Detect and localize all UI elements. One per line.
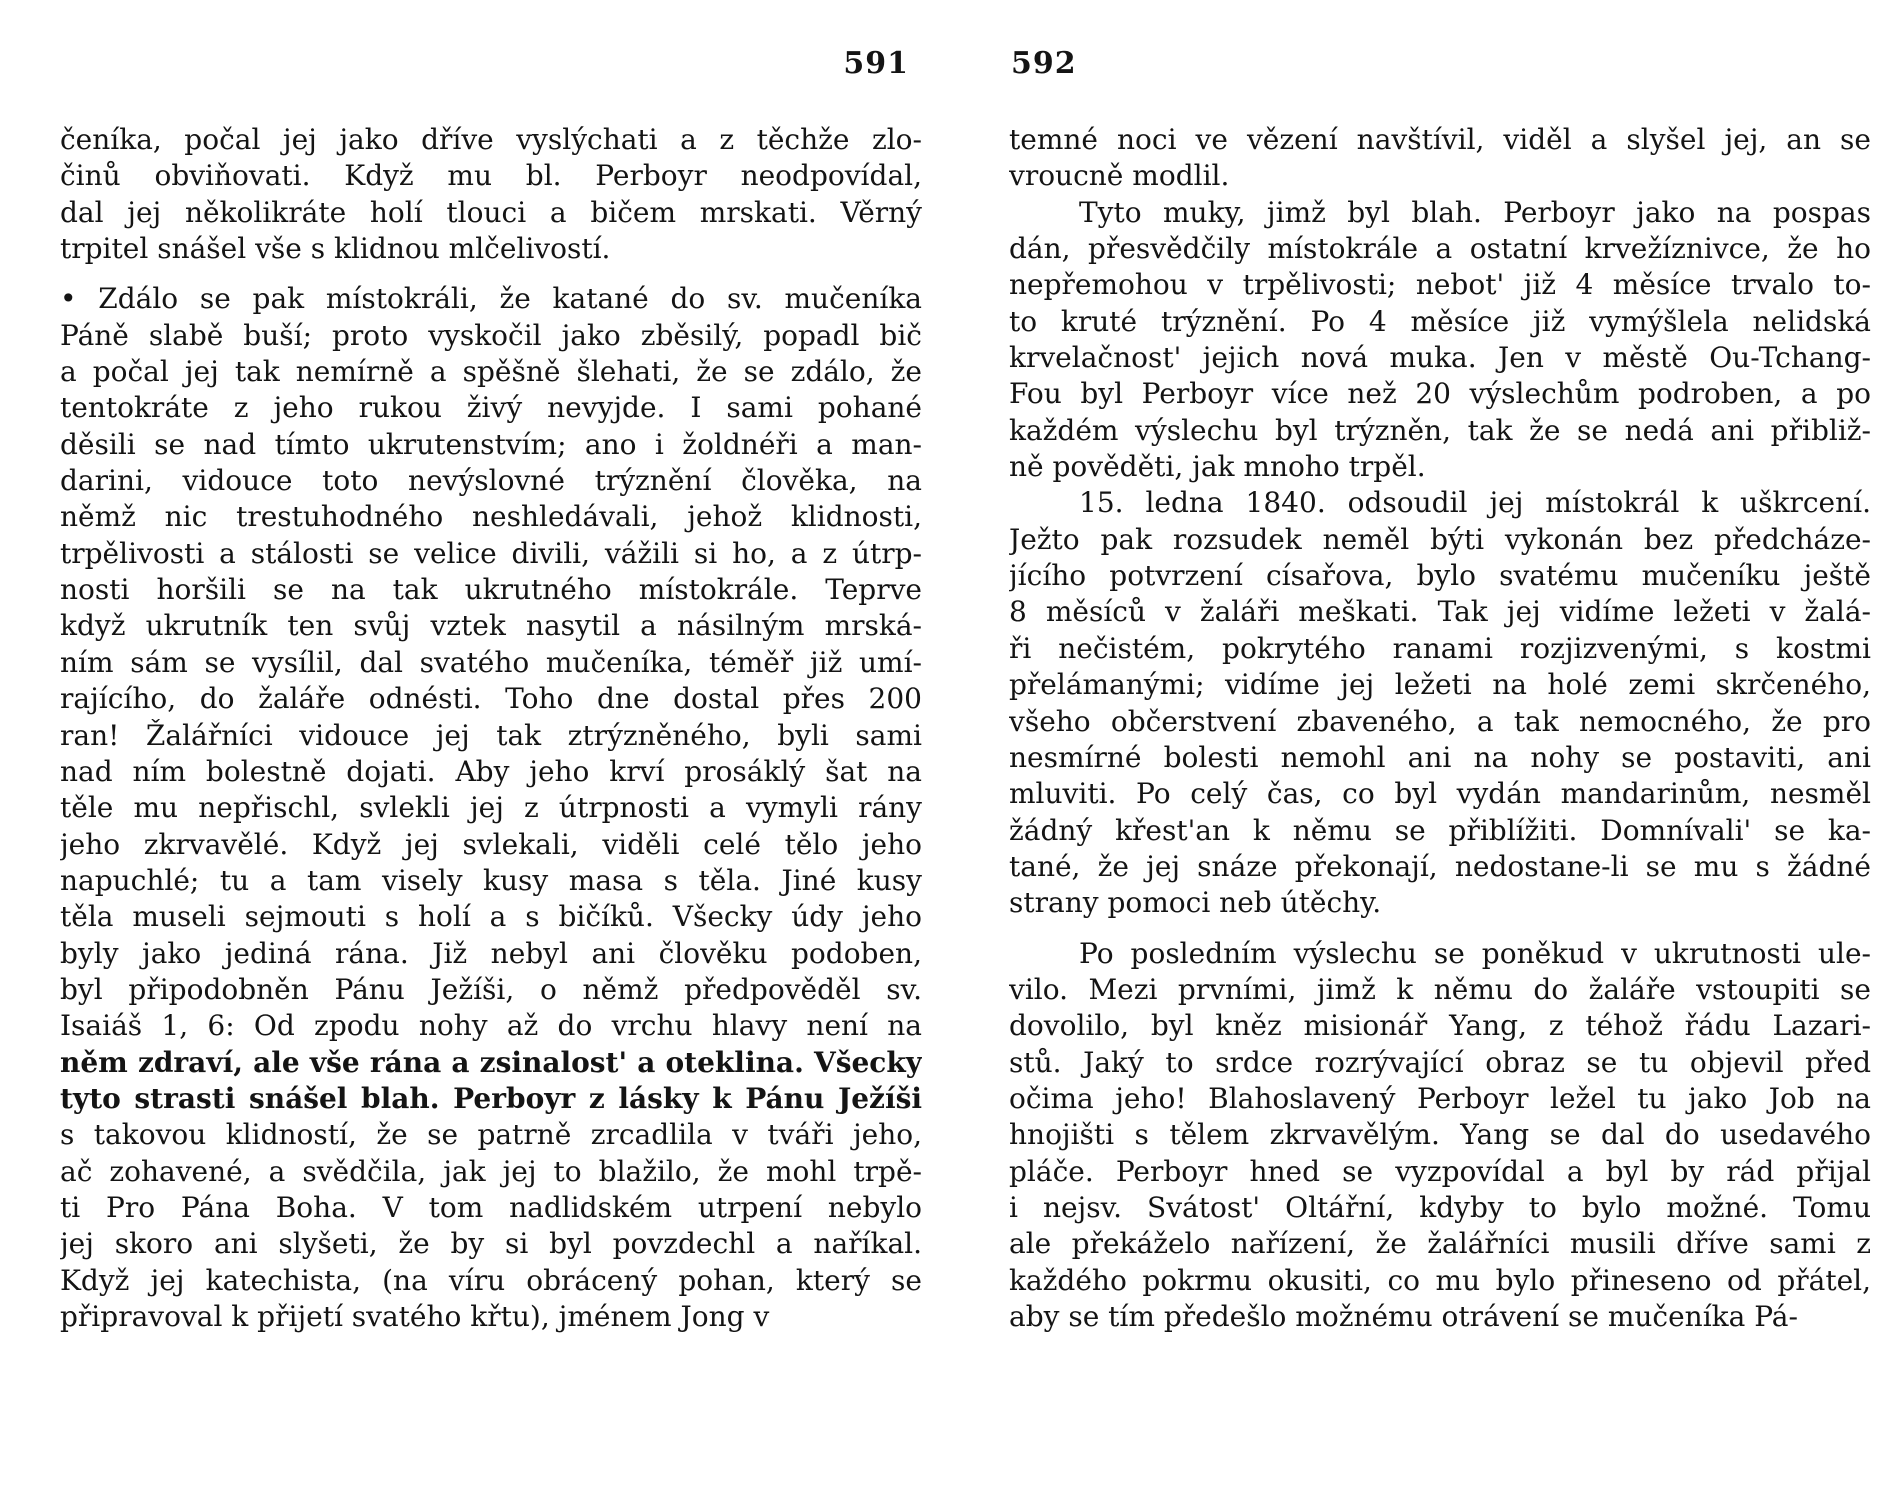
paragraph xyxy=(60,281,922,1335)
text-line: všeho občerstvení zbaveného, a tak nemocného, že pro xyxy=(1009,704,1871,738)
text-line: aby se tím předešlo možnému otrávení se mučeníka Pá- xyxy=(1009,1300,1798,1333)
text-line: žádný křest'an k němu se přiblížiti. Domnívali' se ka- xyxy=(1009,813,1871,847)
paragraph xyxy=(1009,195,1871,486)
text-line: vilo. Mezi prvními, jimž k němu do žaláře vstoupiti se xyxy=(1009,972,1871,1006)
text-line: něm zdraví, ale vše rána a zsinalost' a oteklina. Všecky xyxy=(60,1045,922,1079)
text-line: každého pokrmu okusiti, co mu bylo přineseno od přátel, xyxy=(1009,1263,1871,1297)
text-line: když ukrutník ten svůj vztek nasytil a násilným mrská- xyxy=(60,609,922,643)
text-line: děsili se nad tímto ukrutenstvím; ano i žoldnéři a man- xyxy=(60,427,922,461)
text-line: dal jej několikráte holí tlouci a bičem mrskati. Věrný xyxy=(60,195,922,229)
text-line: přelámanými; vidíme jej ležeti na holé zemi skrčeného, xyxy=(1009,668,1871,702)
text-line: a počal jej tak nemírně a spěšně šlehati, že se zdálo, že xyxy=(60,355,922,389)
text-line: nesmírné bolesti nemohl ani na nohy se postaviti, ani xyxy=(1009,740,1871,774)
text-line: ač zohavené, a svědčila, jak jej to blažilo, že mohl trpě- xyxy=(60,1154,922,1188)
text-line: ran! Žalářníci vidouce jej tak ztrýzněného, byli sami xyxy=(60,718,922,752)
text-line: darini, vidouce toto nevýslovné trýznění člověka, na xyxy=(60,464,922,498)
left-text-column xyxy=(60,122,922,1335)
text-line: trpitel snášel vše s klidnou mlčelivostí. xyxy=(60,232,611,266)
text-line: připravoval k přijetí svatého křtu), jménem Jong v xyxy=(60,1300,770,1333)
text-line: krvelačnost' jejich nová muka. Jen v městě Ou-Tchang- xyxy=(1009,341,1871,375)
text-line: 15. ledna 1840. odsoudil jej místokrál k uškrcení. xyxy=(1079,486,1871,520)
text-line: 8 měsíců v žaláři meškati. Tak jej vidíme ležeti v žalá- xyxy=(1009,595,1871,629)
text-line: tané, že jej snáze překonají, nedostane-li se mu s žádné xyxy=(1009,849,1871,883)
text-line: Když jej katechista, (na víru obrácený pohan, který se xyxy=(60,1263,922,1297)
text-line: jeho zkrvavělé. Když jej svlekali, viděli celé tělo jeho xyxy=(60,827,922,861)
text-line: nosti horšili se na tak ukrutného místokrále. Teprve xyxy=(60,573,922,607)
text-line: dán, přesvědčily místokrále a ostatní krvežíznivce, že ho xyxy=(1009,232,1871,266)
text-line: Fou byl Perboyr více než 20 výslechům podroben, a po xyxy=(1009,377,1871,411)
text-line: vroucně modlil. xyxy=(1009,159,1230,193)
text-line: byly jako jediná rána. Již nebyl ani člověku podoben, xyxy=(60,936,922,970)
text-line: to kruté trýznění. Po 4 měsíce již vymýšlela nelidská xyxy=(1009,304,1871,338)
page-number-left: 591 xyxy=(843,46,909,81)
text-line: Isaiáš 1, 6: Od zpodu nohy až do vrchu hlavy není na xyxy=(60,1009,922,1043)
text-line: jícího potvrzení císařova, bylo svatému mučeníku ještě xyxy=(1009,559,1871,593)
text-line: očima jeho! Blahoslavený Perboyr ležel tu jako Job na xyxy=(1009,1081,1871,1115)
text-line: pláče. Perboyr hned se vyzpovídal a byl by rád přijal xyxy=(1009,1154,1871,1188)
text-line: strany pomoci neb útěchy. xyxy=(1009,886,1382,920)
text-line: mluviti. Po celý čas, co byl vydán mandarinům, nesměl xyxy=(1009,777,1871,811)
text-line: Páně slabě buší; proto vyskočil jako zběsilý, popadl bič xyxy=(60,318,922,352)
text-line: těla museli sejmouti s holí a s bičíků. Všecky údy jeho xyxy=(60,900,922,934)
text-line: němž nic trestuhodného neshledávali, jehož klidnosti, xyxy=(60,500,922,534)
text-line: dovolilo, byl kněz misionář Yang, z téhož řádu Lazari- xyxy=(1009,1009,1871,1043)
text-line: napuchlé; tu a tam visely kusy masa s těla. Jiné kusy xyxy=(60,863,922,897)
text-line: Tyto muky, jimž byl blah. Perboyr jako na pospas xyxy=(1079,195,1871,229)
text-line: ale překáželo nařízení, že žalářníci musili dříve sami z xyxy=(1009,1227,1871,1261)
paragraph xyxy=(1009,936,1871,1336)
text-line: Po posledním výslechu se poněkud v ukrutnosti ule- xyxy=(1079,936,1871,970)
text-line: ři nečistém, pokrytého ranami rozjizvenými, s kostmi xyxy=(1009,631,1871,665)
paragraph xyxy=(1009,485,1871,921)
paragraph-gap xyxy=(60,267,922,281)
text-line: s takovou klidností, že se patrně zrcadlila v tváři jeho, xyxy=(60,1118,922,1152)
text-line: rajícího, do žaláře odnésti. Toho dne dostal přes 200 xyxy=(60,682,922,716)
text-line: tentokráte z jeho rukou živý nevyjde. I sami pohané xyxy=(60,391,922,425)
text-line: čeníka, počal jej jako dříve vyslýchati a z těchže zlo- xyxy=(60,123,922,156)
text-line: Ježto pak rozsudek neměl býti vykonán bez předcháze- xyxy=(1009,522,1871,556)
text-line: hnojišti s tělem zkrvavělým. Yang se dal do usedavého xyxy=(1009,1118,1871,1152)
text-line: jej skoro ani slyšeti, že by si byl povzdechl a naříkal. xyxy=(60,1227,922,1261)
text-line: i nejsv. Svátost' Oltářní, kdyby to bylo možné. Tomu xyxy=(1009,1190,1871,1224)
text-line: trpělivosti a stálosti se velice divili, vážili si ho, a z útrp- xyxy=(60,536,922,570)
text-line: činů obviňovati. Když mu bl. Perboyr neodpovídal, xyxy=(60,159,922,193)
page-number-right: 592 xyxy=(1011,46,1077,81)
text-line: tyto strasti snášel blah. Perboyr z lásky k Pánu Ježíši xyxy=(60,1081,922,1115)
text-line: • Zdálo se pak místokráli, že katané do sv. mučeníka xyxy=(60,282,922,316)
text-line: nad ním bolestně dojati. Aby jeho krví prosáklý šat na xyxy=(60,754,922,788)
paragraph xyxy=(60,122,922,267)
text-line: temné noci ve vězení navštívil, viděl a slyšel jej, an se xyxy=(1009,123,1871,156)
right-text-column xyxy=(1009,122,1871,1335)
paragraph xyxy=(1009,122,1871,195)
text-line: každém výslechu byl trýzněn, tak že se nedá ani přibliž- xyxy=(1009,413,1871,447)
text-line: ně pověděti, jak mnoho trpěl. xyxy=(1009,450,1426,484)
text-line: byl připodobněn Pánu Ježíši, o němž předpověděl sv. xyxy=(60,972,922,1006)
text-line: těle mu nepřischl, svlekli jej z útrpnosti a vymyli rány xyxy=(60,791,922,825)
paragraph-gap xyxy=(1009,922,1871,936)
text-line: stů. Jaký to srdce rozrývající obraz se tu objevil před xyxy=(1009,1045,1871,1079)
text-line: ti Pro Pána Boha. V tom nadlidském utrpení nebylo xyxy=(60,1190,922,1224)
text-line: ním sám se vysílil, dal svatého mučeníka, téměř již umí- xyxy=(60,645,922,679)
text-line: nepřemohou v trpělivosti; nebot' již 4 měsíce trvalo to- xyxy=(1009,268,1871,302)
right-page xyxy=(947,0,1894,1500)
